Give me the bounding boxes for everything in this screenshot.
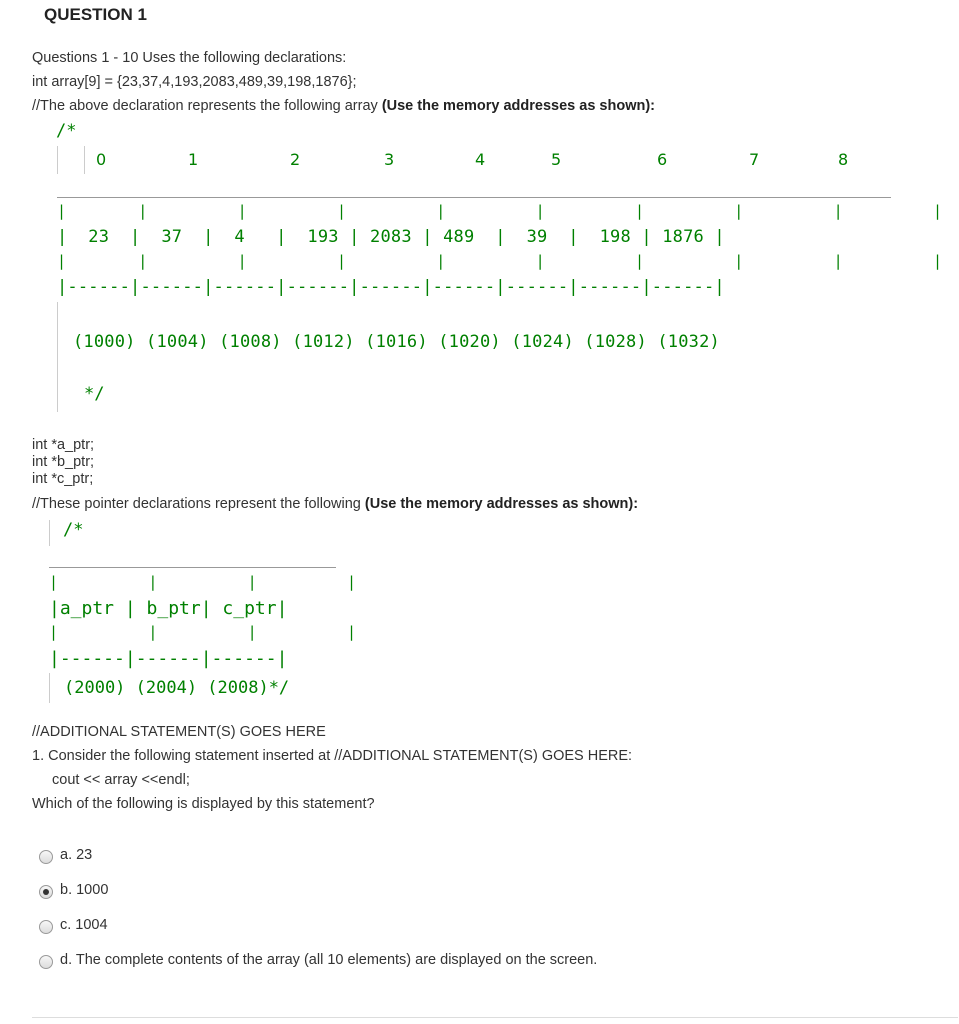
array-index: 0 [96, 150, 107, 169]
option-c-label[interactable]: c. 1004 [60, 917, 108, 933]
array-index: 8 [838, 150, 849, 169]
intro-line-3-bold: (Use the memory addresses as shown): [381, 98, 655, 114]
array-bars: | | | | | | | | | | [57, 202, 943, 220]
intro-line-1: Questions 1 - 10 Uses the following declarations: [32, 50, 347, 66]
array-index: 3 [384, 150, 395, 169]
array-index: 2 [290, 150, 301, 169]
array-open-comment: /* [56, 121, 77, 141]
ptr-desc-text: //These pointer declarations represent the following [32, 496, 365, 512]
ptr-top-line [49, 567, 336, 568]
array-index: 5 [551, 150, 562, 169]
array-index: 6 [657, 150, 668, 169]
option-a-label[interactable]: a. 23 [60, 847, 93, 863]
ptr-decl-c: int *c_ptr; [32, 471, 94, 487]
ptr-left-bar-2 [49, 673, 50, 703]
ptr-address-row: (2000) (2004) (2008)*/ [64, 678, 290, 698]
ptr-desc [32, 496, 638, 512]
intro-line-3-text: //The above declaration represents the following array [32, 98, 382, 114]
question-code: cout << array <<endl; [52, 772, 190, 788]
intro-line-2: int array[9] = {23,37,4,193,2083,489,39,198,1876}; [32, 74, 357, 90]
array-value-row: | 23 | 37 | 4 | 193 | 2083 | 489 | 39 | 198 | 1876 | [57, 227, 725, 247]
question-prompt: 1. Consider the following statement inserted at //ADDITIONAL STATEMENT(S) GOES HERE: [32, 748, 633, 764]
bottom-divider [32, 1017, 958, 1018]
additional-statement: //ADDITIONAL STATEMENT(S) GOES HERE [32, 724, 326, 740]
array-left-bar-3 [57, 302, 58, 412]
option-c-radio[interactable] [39, 920, 53, 934]
option-d-radio[interactable] [39, 955, 53, 969]
ptr-label-row: |a_ptr | b_ptr| c_ptr| [49, 598, 288, 619]
option-b-label[interactable]: b. 1000 [60, 882, 109, 898]
ptr-open-comment: /* [63, 520, 84, 540]
ptr-decl-b: int *b_ptr; [32, 454, 95, 470]
array-index: 7 [749, 150, 760, 169]
option-a-radio[interactable] [39, 850, 53, 864]
array-index: 4 [475, 150, 486, 169]
array-bars-bottom: | | | | | | | | | | [57, 252, 943, 270]
array-top-line [57, 197, 891, 198]
ptr-decl-a: int *a_ptr; [32, 437, 95, 453]
option-d-label[interactable]: d. The complete contents of the array (all 10 elements) are displayed on the screen. [60, 952, 598, 968]
array-left-bar-1 [57, 146, 58, 174]
array-dash-row: |------|------|------|------|------|------|------|------|------| [57, 277, 725, 297]
ptr-dash-row: |------|------|------| [49, 648, 288, 669]
array-address-row: (1000) (1004) (1008) (1012) (1016) (1020) (1024) (1028) (1032) [73, 332, 720, 352]
ptr-bars-bottom: | | | | [49, 623, 357, 641]
array-close-comment: */ [84, 384, 105, 404]
array-index: 1 [188, 150, 199, 169]
ptr-desc-bold: (Use the memory addresses as shown): [364, 496, 639, 512]
intro-line-3 [32, 98, 655, 114]
question-heading: QUESTION 1 [44, 5, 147, 24]
array-left-bar-2 [84, 146, 85, 174]
ptr-bars-top: | | | | [49, 573, 357, 591]
option-b-radio[interactable] [39, 885, 53, 899]
question-ask: Which of the following is displayed by this statement? [32, 796, 375, 812]
ptr-left-bar [49, 520, 50, 546]
